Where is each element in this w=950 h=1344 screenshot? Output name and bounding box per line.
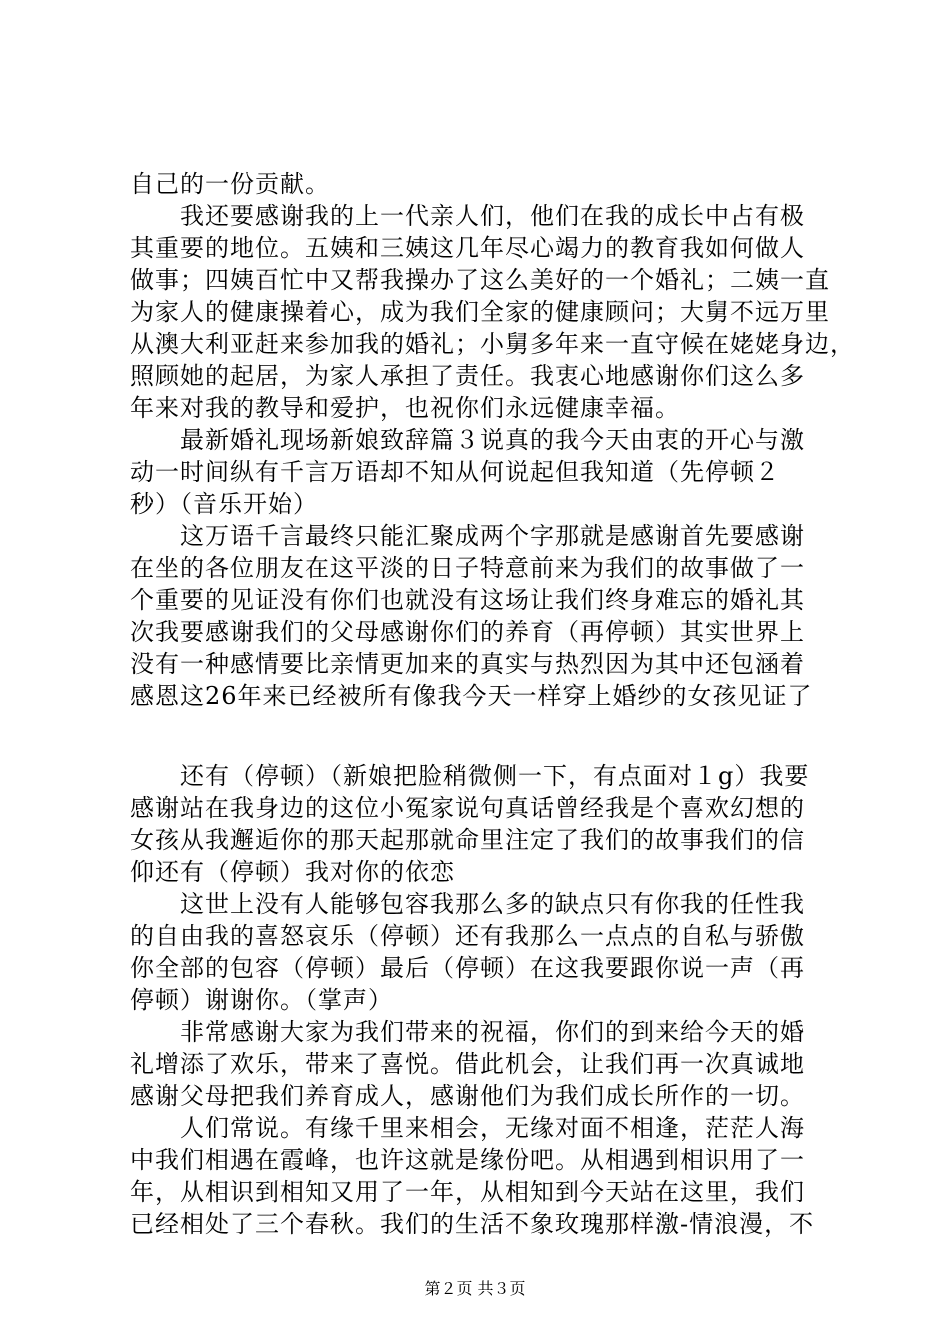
text-line: 从澳大利亚赶来参加我的婚礼；小舅多年来一直守候在姥姥身边， <box>130 330 855 358</box>
text-line: 非常感谢大家为我们带来的祝福，你们的到来给今天的婚 <box>180 1018 805 1046</box>
text-line: 做事；四姨百忙中又帮我操办了这么美好的一个婚礼；二姨一直 <box>130 266 830 294</box>
text-line: 秒）（音乐开始） <box>130 490 318 518</box>
text-line: 年，从相识到相知又用了一年，从相知到今天站在这里，我们 <box>130 1178 805 1206</box>
text-line: 动一时间纵有千言万语却不知从何说起但我知道（先停顿２ <box>130 458 780 486</box>
text-line: 没有一种感情要比亲情更加来的真实与热烈因为其中还包涵着 <box>130 650 805 678</box>
text-line: 这世上没有人能够包容我那么多的缺点只有你我的任性我 <box>180 890 805 918</box>
paragraph-gap <box>130 712 830 760</box>
text-line: 还有（停顿）（新娘把脸稍微侧一下，有点面对１g）我要 <box>180 762 810 790</box>
text-line: 在坐的各位朋友在这平淡的日子特意前来为我们的故事做了一 <box>130 554 805 582</box>
text-line: 这万语千言最终只能汇聚成两个字那就是感谢首先要感谢 <box>180 522 805 550</box>
text-line: 的自由我的喜怒哀乐（停顿）还有我那么一点点的自私与骄傲 <box>130 922 805 950</box>
text-line: 照顾她的起居，为家人承担了责任。我衷心地感谢你们这么多 <box>130 362 805 390</box>
text-line: 次我要感谢我们的父母感谢你们的养育（再停顿）其实世界上 <box>130 618 805 646</box>
text-line: 其重要的地位。五姨和三姨这几年尽心竭力的教育我如何做人 <box>130 234 805 262</box>
text-line: 停顿）谢谢你。（掌声） <box>130 986 393 1014</box>
text-line: 我还要感谢我的上一代亲人们，他们在我的成长中占有极 <box>180 202 805 230</box>
text-line: 感恩这26年来已经被所有像我今天一样穿上婚纱的女孩见证了 <box>130 682 813 710</box>
document-body <box>130 168 855 1240</box>
text-line: 年来对我的教导和爱护，也祝你们永远健康幸福。 <box>130 394 680 422</box>
text-line: 为家人的健康操着心，成为我们全家的健康顾问；大舅不远万里 <box>130 298 830 326</box>
text-line: 人们常说。有缘千里来相会，无缘对面不相逢，茫茫人海 <box>180 1114 805 1142</box>
text-line: 中我们相遇在霞峰，也许这就是缘份吧。从相遇到相识用了一 <box>130 1146 805 1174</box>
text-line: 感谢站在我身边的这位小冤家说句真话曾经我是个喜欢幻想的 <box>130 794 805 822</box>
text-line: 你全部的包容（停顿）最后（停顿）在这我要跟你说一声（再 <box>130 954 805 982</box>
text-line: 已经相处了三个春秋。我们的生活不象玫瑰那样激-情浪漫，不 <box>130 1210 815 1238</box>
text-line: 女孩从我邂逅你的那天起那就命里注定了我们的故事我们的信 <box>130 826 805 854</box>
text-line: 礼增添了欢乐，带来了喜悦。借此机会，让我们再一次真诚地 <box>130 1050 805 1078</box>
text-line: 个重要的见证没有你们也就没有这场让我们终身难忘的婚礼其 <box>130 586 805 614</box>
text-line: 最新婚礼现场新娘致辞篇３说真的我今天由衷的开心与激 <box>180 426 805 454</box>
page-footer <box>0 1278 950 1300</box>
text-line: 自己的一份贡献。 <box>130 170 330 198</box>
text-line: 仰还有（停顿）我对你的依恋 <box>130 858 455 886</box>
text-line: 感谢父母把我们养育成人，感谢他们为我们成长所作的一切。 <box>130 1082 805 1110</box>
page-number-label: 第２页 共３页 <box>424 1279 526 1298</box>
